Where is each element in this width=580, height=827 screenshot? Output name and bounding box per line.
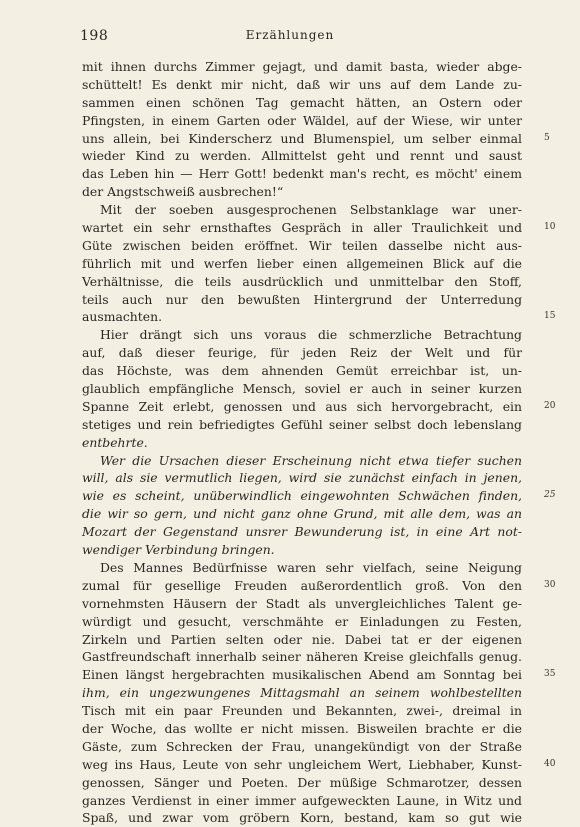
line-number: 40 (544, 758, 556, 769)
text-line (82, 577, 556, 595)
text-line (82, 738, 522, 756)
text-line (82, 434, 522, 452)
text-line (82, 792, 522, 810)
text-line (82, 595, 522, 613)
line-number: 15 (544, 311, 556, 322)
line-text: Pfingsten, in einem Garten oder Wäldel, auf der Wiese, wir unter (82, 112, 522, 128)
text-line (82, 201, 522, 219)
line-text: ihm, ein ungezwungenes Mittagsmahl an seinem wohlbestellten (82, 685, 522, 701)
line-text: stetiges und rein befriedigtes Gefühl seiner selbst doch lebenslang (82, 416, 522, 432)
text-line (82, 165, 522, 183)
line-text: das Höchste, was dem ahnenden Gemüt erreichbar ist, un- (82, 363, 522, 379)
text-line (82, 76, 522, 94)
line-number: 25 (544, 490, 556, 501)
text-line (82, 666, 556, 684)
text-line (82, 505, 522, 523)
line-text: Mit der soeben ausgesprochenen Selbstanklage war uner- (100, 202, 522, 218)
line-text: sammen einen schönen Tag gemacht hätten, an Ostern oder (82, 94, 522, 110)
line-text: vornehmsten Häusern der Stadt als unvergleichliches Talent ge- (82, 595, 522, 611)
line-text: würdigt und gesucht, verschmähte er Einladungen zu Festen, (82, 613, 522, 629)
text-line (82, 255, 522, 273)
text-line (82, 308, 556, 326)
line-text: teils auch nur den bewußten Hintergrund der Unterredung (82, 291, 522, 307)
text-line (82, 130, 550, 148)
line-text: auf, daß dieser feurige, für jeden Reiz der Welt und für (82, 345, 522, 361)
line-text: Einen längst hergebrachten musikalischen Abend am Sonntag bei (82, 667, 522, 683)
line-text: zumal für gesellige Freuden außerordentlich groß. Von den (82, 577, 522, 593)
line-number: 10 (544, 222, 556, 233)
text-line (82, 720, 522, 738)
line-text: entbehrte. (82, 434, 148, 450)
line-text: Tisch mit ein paar Freunden und Bekannten, zwei-, dreimal in (82, 703, 522, 719)
text-line (82, 237, 522, 255)
text-line (82, 631, 522, 649)
text-line (82, 58, 522, 76)
text-line (82, 326, 522, 344)
line-text: Güte zwischen beiden eröffnet. Wir teilen dasselbe nicht aus- (82, 237, 522, 253)
line-text: der Angstschweiß ausbrechen!“ (82, 184, 284, 200)
text-line (82, 469, 522, 487)
line-number: 35 (544, 669, 556, 680)
text-line (82, 398, 556, 416)
line-text: Spaß, und zwar vom gröbern Korn, bestand, kam so gut wie (82, 810, 522, 826)
running-title: Erzählungen (245, 28, 335, 42)
text-line (82, 487, 556, 505)
text-line (82, 416, 522, 434)
page-header (0, 28, 580, 48)
text-line (82, 756, 556, 774)
text-line (82, 380, 522, 398)
text-line (82, 523, 522, 541)
line-text: wartet ein sehr ernsthaftes Gespräch in aller Traulichkeit und (82, 220, 522, 236)
text-line (82, 648, 522, 666)
line-text: wie es scheint, unüberwindlich eingewohnten Schwächen finden, (82, 488, 522, 504)
text-line (82, 273, 522, 291)
page-number: 198 (80, 28, 109, 44)
line-text: Wer die Ursachen dieser Erscheinung nicht etwa tiefer suchen (100, 452, 522, 468)
line-text: ganzes Verdienst in einer immer aufgeweckten Laune, in Witz und (82, 792, 522, 808)
line-text: der Woche, das wollte er nicht missen. Bisweilen brachte er die (82, 720, 522, 736)
text-line (82, 112, 522, 130)
line-text: genossen, Sänger und Poeten. Der müßige Schmarotzer, dessen (82, 774, 522, 790)
text-line (82, 362, 522, 380)
line-text: will, als sie vermutlich liegen, wird sie zunächst einfach in jenen, (82, 470, 522, 486)
line-text: weg ins Haus, Leute von sehr ungleichem Wert, Liebhaber, Kunst- (82, 756, 522, 772)
line-number: 5 (544, 132, 550, 143)
text-line (82, 684, 522, 702)
text-line (82, 344, 522, 362)
text-line (82, 219, 556, 237)
text-line (82, 613, 522, 631)
text-line (82, 147, 522, 165)
line-text: Verhältnisse, die teils ausdrücklich und unmittelbar den Stoff, (82, 273, 522, 289)
line-text: schüttelt! Es denkt mir nicht, daß wir uns auf dem Lande zu- (82, 76, 522, 92)
line-text: ausmachten. (82, 309, 163, 325)
text-line (82, 452, 522, 470)
line-number: 20 (544, 400, 556, 411)
line-text: das Leben hin — Herr Gott! bedenkt man's recht, es möcht' einem (82, 166, 522, 182)
text-line (82, 94, 522, 112)
line-text: Spanne Zeit erlebt, genossen und aus sich hervorgebracht, ein (82, 398, 522, 414)
line-text: führlich mit und werfen lieber einen allgemeinen Blick auf die (82, 255, 522, 271)
line-text: Gastfreundschaft innerhalb seiner näheren Kreise gleichfalls genug. (82, 649, 522, 665)
line-text: Mozart der Gegenstand unsrer Bewunderung ist, in eine Art not- (82, 524, 522, 540)
line-text: mit ihnen durchs Zimmer gejagt, und damit basta, wieder abge- (82, 59, 522, 74)
text-line (82, 774, 522, 792)
line-text: Hier drängt sich uns voraus die schmerzliche Betrachtung (100, 327, 522, 343)
line-text: wieder Kind zu werden. Allmittelst geht und rennt und saust (82, 148, 522, 164)
line-text: Zirkeln und Partien selten oder nie. Dabei tat er der eigenen (82, 631, 522, 647)
line-text: die wir so gern, und nicht ganz ohne Grund, mit alle dem, was an (82, 506, 522, 522)
text-line (82, 183, 522, 201)
line-text: Des Mannes Bedürfnisse waren sehr vielfach, seine Neigung (100, 559, 522, 575)
body-text (82, 58, 556, 827)
text-line (82, 702, 522, 720)
text-line (82, 559, 522, 577)
line-text: glaublich empfängliche Mensch, soviel er auch in seiner kurzen (82, 381, 522, 397)
line-text: Gäste, zum Schrecken der Frau, unangekündigt von der Straße (82, 738, 522, 754)
text-line (82, 291, 522, 309)
text-line (82, 809, 522, 827)
line-number: 30 (544, 579, 556, 590)
text-line (82, 541, 522, 559)
line-text: uns allein, bei Kinderscherz und Blumenspiel, um selber einmal (82, 130, 522, 146)
line-text: wendiger Verbindung bringen. (82, 542, 275, 558)
